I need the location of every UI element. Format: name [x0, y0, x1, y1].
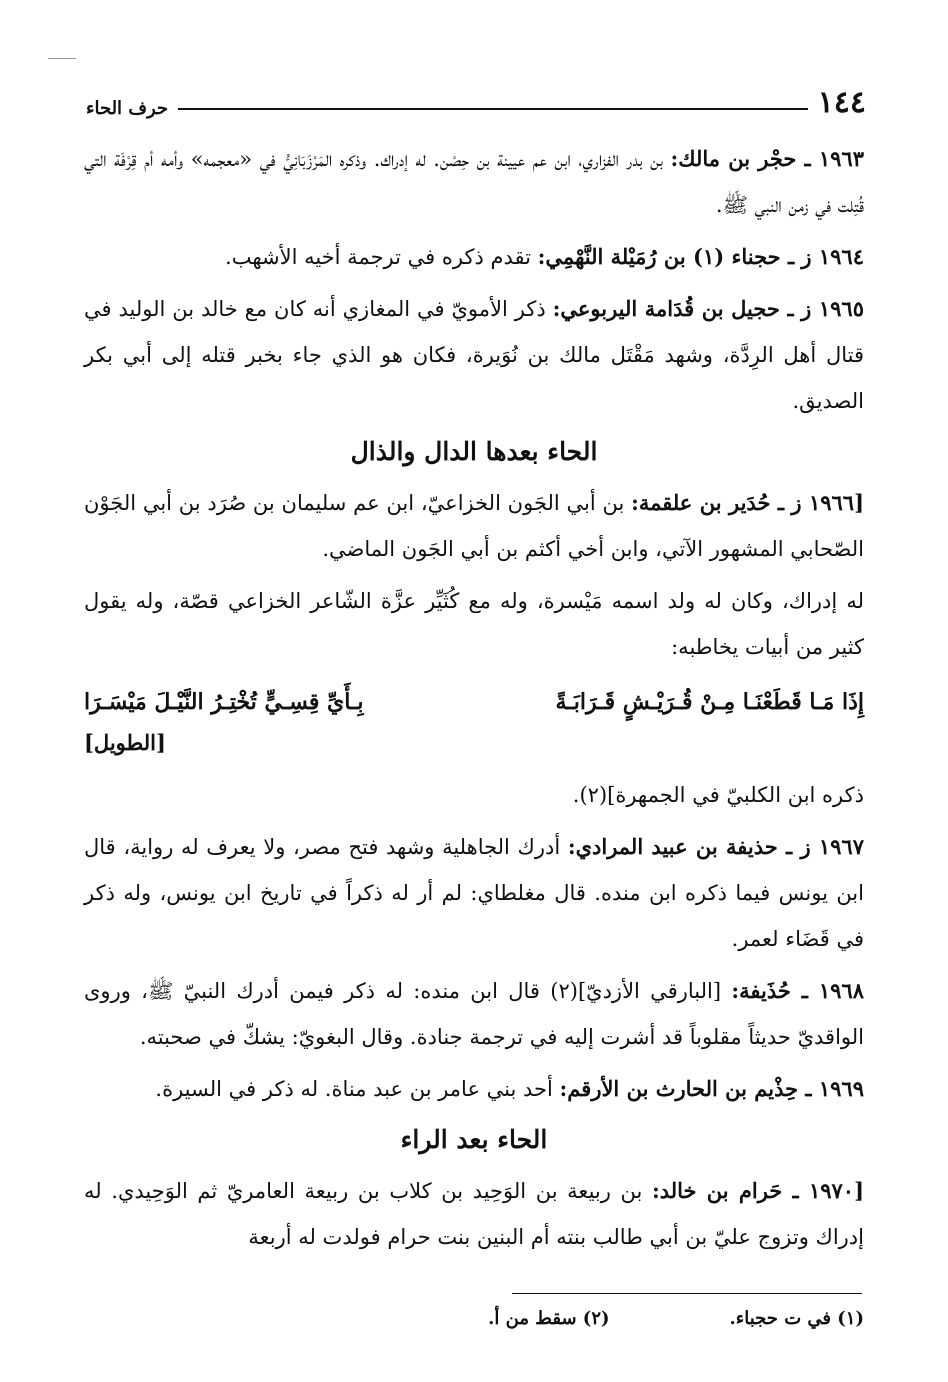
poem-verse [84, 676, 864, 728]
entry-heading: ١٩٦٤ ز ـ حجناء (١) بن رُمَيْلة النَّهْمِي: [537, 244, 864, 269]
entry-heading: ١٩٦٥ ز ـ حجيل بن قُدَامة اليربوعي: [552, 296, 864, 321]
entry-heading: [١٩٧٠ ـ حَرام بن خالد: [651, 1178, 864, 1203]
footnote-1: (١) في ت حجباء. [729, 1308, 864, 1329]
entry-text: أدرك الجاهلية وشهد فتح مصر، ولا يعرف له رواية، قال ابن يونس فيما ذكره ابن منده. قال مغلطاي: لم أر له ذكراً في تاريخ ابن يونس، وله ذكر في قَضَاء لعمر. [84, 835, 864, 951]
entry-1969 [84, 1066, 864, 1112]
entry-1966 [84, 480, 864, 572]
entry-text: بن أبي الجَون الخزاعيّ، ابن عم سليمان بن صُرَد بن أبي الجَوْن الصّحابي المشهور الآتي، وابن أخي أكثم بن أبي الجَون الماضي. [84, 491, 864, 561]
entry-1964 [84, 234, 864, 280]
footnote-rule [512, 1293, 862, 1294]
page-header [86, 82, 866, 118]
entry-heading: ١٩٦٨ ـ حُذَيفة: [731, 978, 864, 1003]
entry-text: بن ربيعة بن الوَحِيد بن كلاب بن ربيعة العامريّ ثم الوَحِيدي. له إدراك وتزوج عليّ بن أبي طالب بنته أم البنين بنت حرام فولدت له أربعة [84, 1179, 864, 1249]
entry-heading: [١٩٦٦ ز ـ حُدَير بن علقمة: [631, 490, 865, 515]
footnotes [330, 1308, 864, 1329]
poem-first-hemistich: إِذَا مَـا قَطَعْنَـا مِـنْ قُـرَيْـشٍ قَـرَابَـةً [555, 689, 864, 715]
entry-1970 [84, 1168, 864, 1260]
poem-meter: [الطويل] [84, 730, 166, 755]
page-body [84, 136, 864, 1266]
entry-text: [البارقي الأزديّ](٢) قال ابن منده: له ذكر فيمن أدرك النبيّ ﷺ، وروى الواقديّ حديثاً مقلوباً قد أشرت إليه في ترجمة جنادة. وقال البغويّ: يشكّ في صحبته. [84, 979, 864, 1049]
entry-heading: ١٩٦٣ ـ حجْر بن مالك: [670, 146, 864, 171]
header-rule [178, 108, 808, 110]
running-title: حرف الحاء [86, 98, 169, 119]
entry-1966-continued: له إدراك، وكان له ولد اسمه مَيْسرة، وله مع كُثَيِّر عزَّة الشّاعر الخزاعي قصّة، وله يقول كثير من أبيات يخاطبه: [84, 589, 864, 659]
entry-text: تقدم ذكره في ترجمة أخيه الأشهب. [225, 245, 538, 269]
section-title-dal-dhal: الحاء بعدها الدال والذال [350, 437, 598, 466]
entry-heading: ١٩٦٩ ـ حِذْيم بن الحارث بن الأرقم: [559, 1076, 864, 1101]
poem-second-hemistich: بِـأَيِّ قِسِـيٍّ تُخْتِـرُ النَّيْـلَ مَيْسَـرَا [84, 689, 364, 715]
entry-1963 [84, 136, 864, 228]
entry-text: ذكر الأمويّ في المغازي أنه كان مع خالد بن الوليد في قتال أهل الرِدَّة، وشهد مَقْتَل مالك بن نُوَيرة، فكان هو الذي جاء بخبر قتله إلى أبي بكر الصديق. [84, 297, 864, 413]
entry-1965 [84, 286, 864, 424]
entry-1967 [84, 824, 864, 962]
footnote-2: (٢) سقط من أ. [488, 1308, 610, 1329]
entry-heading: ١٩٦٧ ز ـ حذيفة بن عبيد المرادي: [567, 834, 864, 859]
page-number: ١٤٤ [817, 85, 866, 120]
section-title-ra: الحاء بعد الراء [400, 1125, 548, 1154]
scan-mark [48, 58, 76, 59]
entry-1968 [84, 968, 864, 1060]
entry-text: أحد بني عامر بن عبد مناة. له ذكر في السيرة. [155, 1077, 560, 1101]
source-note: ذكره ابن الكلبيّ في الجمهرة](٢). [572, 783, 864, 807]
entry-text: بن بدر الفزاري، ابن عم عيينة بن حِصْن. له إدراك. وذكره المَرْزَبَانِيُّ في «معجمه» وأمه أم قِرْفَة التي قُتِلت في زمن النبي ﷺ. [84, 147, 864, 217]
